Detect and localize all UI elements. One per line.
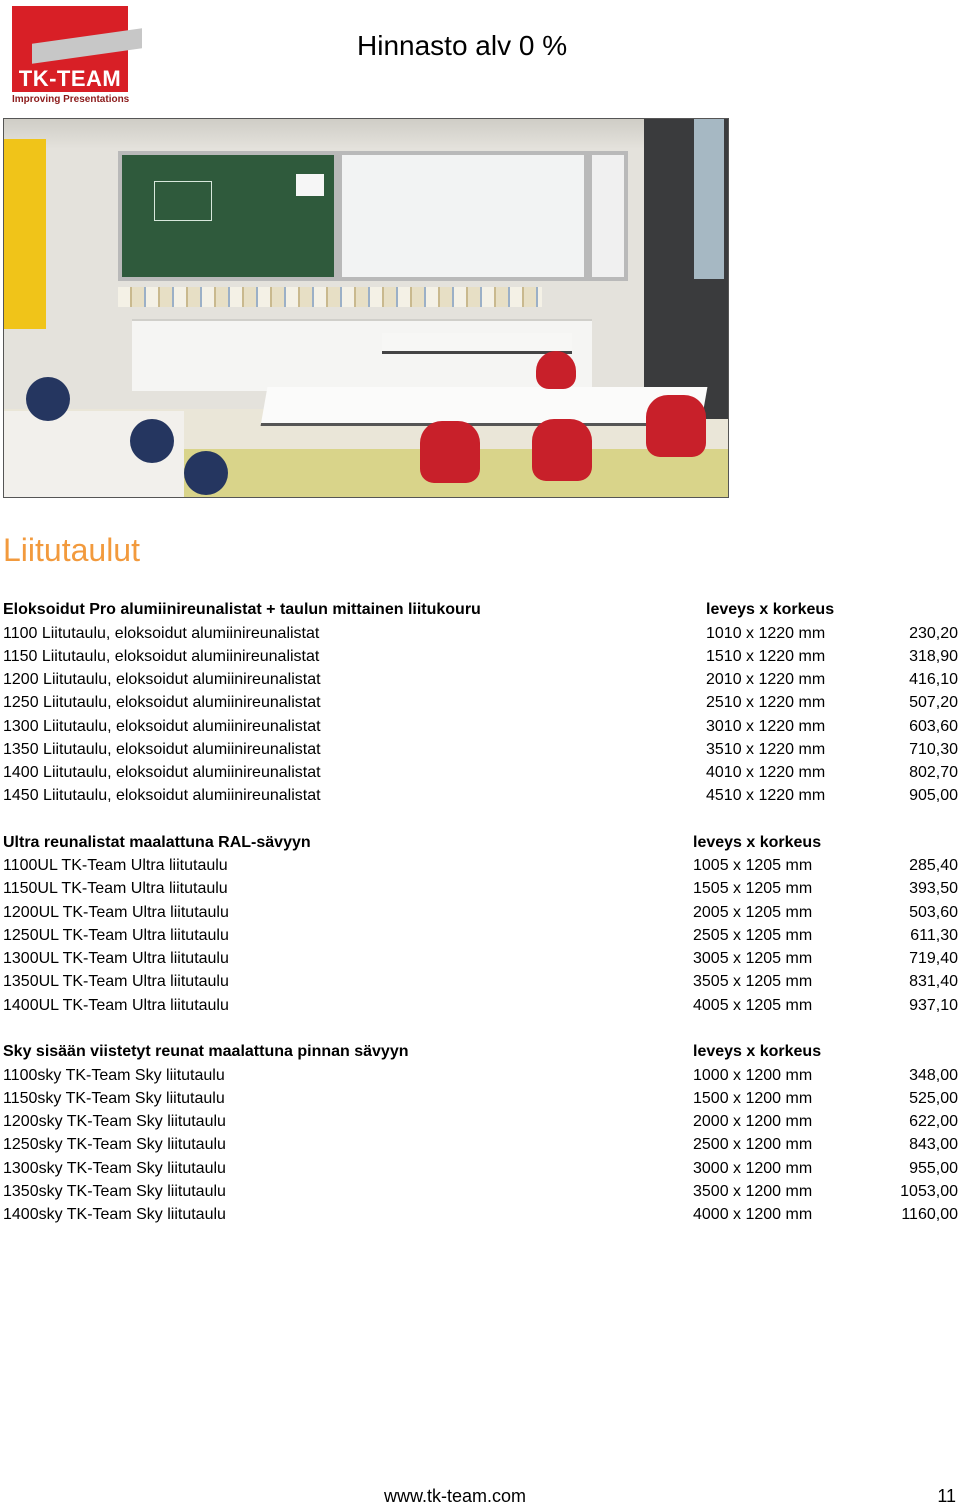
product-name: 1300sky TK-Team Sky liitutaulu	[3, 1160, 226, 1177]
table-row	[3, 646, 958, 668]
table-row	[3, 623, 958, 645]
photo-table-middle	[261, 387, 708, 426]
product-name: 1400sky TK-Team Sky liitutaulu	[3, 1206, 226, 1223]
product-name: 1450 Liitutaulu, eloksoidut alumiinireunalistat	[3, 787, 321, 804]
product-name: 1100UL TK-Team Ultra liitutaulu	[3, 857, 228, 874]
product-price: 622,00	[909, 1113, 958, 1130]
product-dimensions: 2500 x 1200 mm	[693, 1136, 813, 1153]
photo-chair-blue	[130, 419, 174, 463]
product-dimensions: 3510 x 1220 mm	[706, 741, 826, 758]
table-row	[3, 1134, 958, 1156]
product-price: 710,30	[909, 741, 958, 758]
product-price: 230,20	[909, 625, 958, 642]
product-name: 1150 Liitutaulu, eloksoidut alumiinireunalistat	[3, 648, 320, 665]
product-dimensions: 3010 x 1220 mm	[706, 718, 826, 735]
dim-header: leveys x korkeus	[693, 1043, 822, 1060]
table-row	[3, 1088, 958, 1110]
photo-table-back	[382, 333, 572, 354]
product-price: 503,60	[909, 904, 958, 921]
product-dimensions: 1010 x 1220 mm	[706, 625, 826, 642]
product-name: 1250sky TK-Team Sky liitutaulu	[3, 1136, 226, 1153]
page-number: 11	[937, 1486, 956, 1506]
brand-logo	[12, 6, 130, 106]
photo-chair-red	[536, 351, 576, 389]
product-dimensions: 3505 x 1205 mm	[693, 973, 813, 990]
product-dimensions: 1500 x 1200 mm	[693, 1090, 813, 1107]
section-title: Liitutaulut	[3, 532, 140, 568]
product-dimensions: 2010 x 1220 mm	[706, 671, 826, 688]
product-name: 1350UL TK-Team Ultra liitutaulu	[3, 973, 229, 990]
group-title: Eloksoidut Pro alumiinireunalistat + taulun mittainen liitukouru	[3, 601, 481, 618]
product-dimensions: 2005 x 1205 mm	[693, 904, 813, 921]
product-name: 1200sky TK-Team Sky liitutaulu	[3, 1113, 226, 1130]
product-name: 1250UL TK-Team Ultra liitutaulu	[3, 927, 229, 944]
table-row	[3, 692, 958, 714]
product-price: 955,00	[909, 1160, 958, 1177]
product-dimensions: 3000 x 1200 mm	[693, 1160, 813, 1177]
product-name: 1200 Liitutaulu, eloksoidut alumiinireunalistat	[3, 671, 321, 688]
product-name: 1300 Liitutaulu, eloksoidut alumiinireunalistat	[3, 718, 321, 735]
product-dimensions: 4010 x 1220 mm	[706, 764, 826, 781]
photo-chair-red	[532, 419, 592, 481]
table-row	[3, 971, 958, 993]
product-price: 937,10	[909, 997, 958, 1014]
table-row	[3, 1204, 958, 1226]
footer-website-link[interactable]: www.tk-team.com	[384, 1486, 527, 1506]
product-price: 416,10	[909, 671, 958, 688]
dim-header: leveys x korkeus	[693, 834, 822, 851]
product-price: 802,70	[909, 764, 958, 781]
product-name: 1100 Liitutaulu, eloksoidut alumiinireunalistat	[3, 625, 320, 642]
product-price: 318,90	[909, 648, 958, 665]
photo-window-glass	[694, 119, 724, 279]
product-dimensions: 4000 x 1200 mm	[693, 1206, 813, 1223]
table-row	[3, 1111, 958, 1133]
group-title: Ultra reunalistat maalattuna RAL-sävyyn	[3, 834, 311, 851]
product-price: 1160,00	[901, 1206, 958, 1223]
product-dimensions: 3500 x 1200 mm	[693, 1183, 813, 1200]
product-name: 1350sky TK-Team Sky liitutaulu	[3, 1183, 226, 1200]
product-price: 507,20	[909, 694, 958, 711]
product-dimensions: 2000 x 1200 mm	[693, 1113, 813, 1130]
table-row	[3, 902, 958, 924]
product-name: 1300UL TK-Team Ultra liitutaulu	[3, 950, 229, 967]
table-row	[3, 762, 958, 784]
photo-side-board	[588, 151, 628, 281]
group-title: Sky sisään viistetyt reunat maalattuna pinnan sävyyn	[3, 1043, 409, 1060]
photo-chair-red	[646, 395, 706, 457]
photo-chair-red	[420, 421, 480, 483]
photo-chair-blue	[26, 377, 70, 421]
group-header	[3, 832, 958, 854]
product-price: 603,60	[909, 718, 958, 735]
table-row	[3, 669, 958, 691]
table-row	[3, 716, 958, 738]
table-row	[3, 739, 958, 761]
table-row	[3, 878, 958, 900]
product-dimensions: 4510 x 1220 mm	[706, 787, 826, 804]
classroom-photo	[3, 118, 729, 498]
table-row	[3, 855, 958, 877]
product-name: 1350 Liitutaulu, eloksoidut alumiinireunalistat	[3, 741, 321, 758]
table-row	[3, 925, 958, 947]
product-name: 1150sky TK-Team Sky liitutaulu	[3, 1090, 225, 1107]
table-row	[3, 1065, 958, 1087]
product-dimensions: 1005 x 1205 mm	[693, 857, 813, 874]
photo-cabinets	[132, 319, 592, 391]
page-title: Hinnasto alv 0 %	[357, 30, 568, 61]
product-price: 348,00	[909, 1067, 958, 1084]
table-row	[3, 785, 958, 807]
product-price: 831,40	[909, 973, 958, 990]
photo-yellow-panel	[4, 139, 46, 329]
dim-header: leveys x korkeus	[706, 601, 835, 618]
product-dimensions: 1505 x 1205 mm	[693, 880, 813, 897]
product-dimensions: 2510 x 1220 mm	[706, 694, 826, 711]
photo-wall-shadow	[4, 119, 728, 149]
product-price: 611,30	[910, 927, 958, 944]
logo-tagline: Improving Presentations	[12, 94, 130, 105]
product-name: 1400 Liitutaulu, eloksoidut alumiinireunalistat	[3, 764, 321, 781]
product-name: 1150UL TK-Team Ultra liitutaulu	[3, 880, 228, 897]
product-dimensions: 4005 x 1205 mm	[693, 997, 813, 1014]
product-price: 285,40	[909, 857, 958, 874]
group-header	[3, 1041, 958, 1063]
table-row	[3, 1181, 958, 1203]
product-dimensions: 3005 x 1205 mm	[693, 950, 813, 967]
product-name: 1250 Liitutaulu, eloksoidut alumiinireunalistat	[3, 694, 321, 711]
product-name: 1200UL TK-Team Ultra liitutaulu	[3, 904, 229, 921]
photo-chalkboard	[118, 151, 338, 281]
table-row	[3, 995, 958, 1017]
photo-pinned-paper	[296, 174, 324, 196]
product-dimensions: 1000 x 1200 mm	[693, 1067, 813, 1084]
photo-whiteboard	[338, 151, 588, 281]
product-price: 1053,00	[900, 1183, 958, 1200]
product-price: 393,50	[909, 880, 958, 897]
product-price: 905,00	[909, 787, 958, 804]
product-name: 1100sky TK-Team Sky liitutaulu	[3, 1067, 225, 1084]
photo-chair-blue	[184, 451, 228, 495]
product-name: 1400UL TK-Team Ultra liitutaulu	[3, 997, 229, 1014]
table-row	[3, 948, 958, 970]
product-dimensions: 2505 x 1205 mm	[693, 927, 813, 944]
group-header	[3, 599, 958, 621]
product-price: 525,00	[909, 1090, 958, 1107]
logo-wordmark: TK-TEAM	[18, 66, 122, 91]
table-row	[3, 1158, 958, 1180]
product-price: 843,00	[909, 1136, 958, 1153]
product-price: 719,40	[909, 950, 958, 967]
photo-alphabet-strip	[118, 287, 542, 307]
photo-chalk-drawing	[154, 181, 212, 221]
product-dimensions: 1510 x 1220 mm	[706, 648, 826, 665]
